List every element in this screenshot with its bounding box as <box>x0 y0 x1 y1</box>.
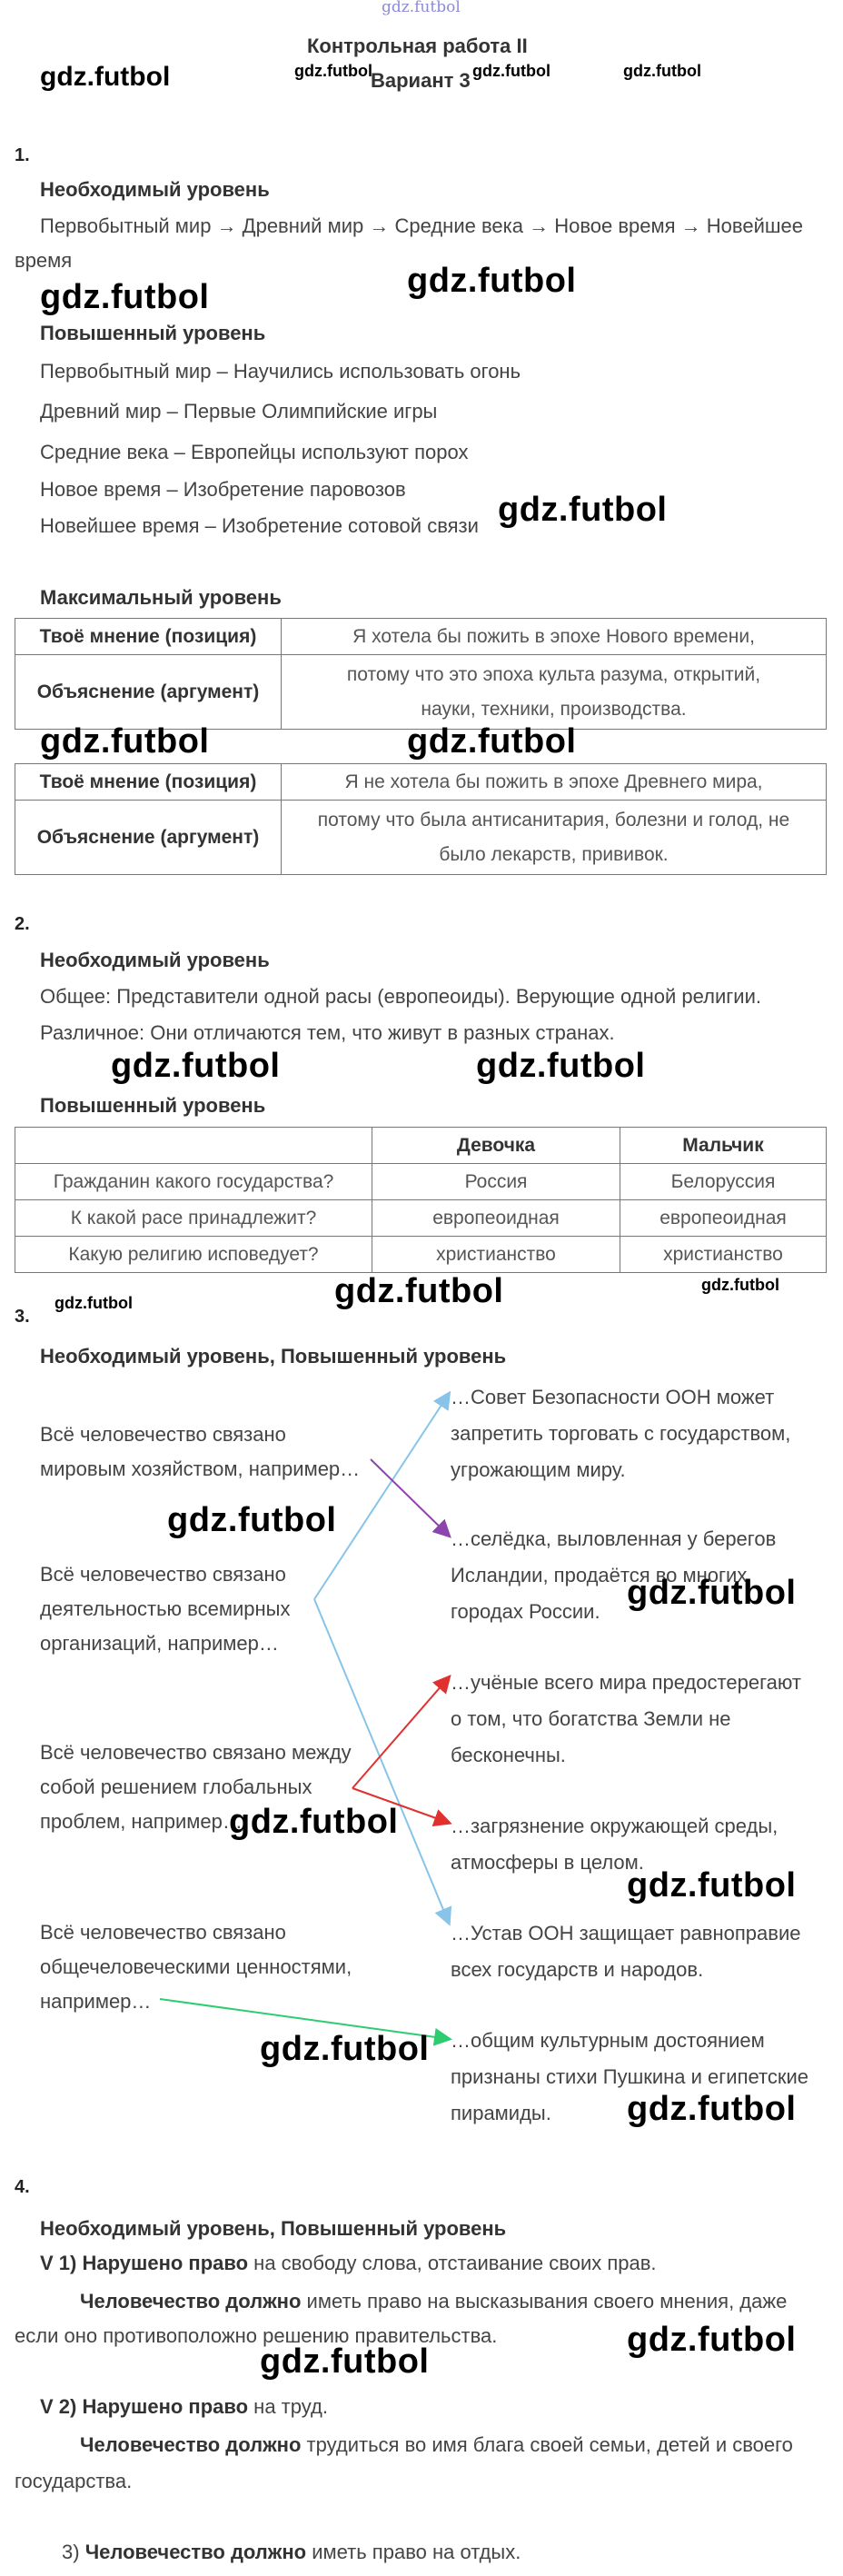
watermark: gdz.futbol <box>498 491 668 529</box>
watermark: gdz.futbol <box>476 1047 646 1085</box>
table-cell-line: было лекарств, прививок. <box>439 843 669 865</box>
task-number: 1. <box>15 145 30 165</box>
table-cell: христианство <box>372 1237 620 1273</box>
answer-line <box>40 2395 328 2419</box>
table-cell: Я хотела бы пожить в эпохе Нового времени, <box>282 619 827 655</box>
text-line: атмосферы в целом. <box>451 1851 644 1874</box>
list-item: Новейшее время – Изобретение сотовой связи <box>40 514 479 537</box>
list-item: Первобытный мир – Научились использовать огонь <box>40 360 521 383</box>
text-line: …учёные всего мира предостерегают <box>451 1671 801 1694</box>
task-number: 2. <box>15 914 30 934</box>
text-line: деятельностью всемирных <box>40 1597 291 1620</box>
watermark: gdz.futbol <box>167 1501 337 1539</box>
task-number: 3. <box>15 1307 30 1327</box>
text-fragment: трудиться во имя блага своей семьи, детей и своего <box>306 2433 793 2456</box>
text-line: признаны стихи Пушкина и египетские <box>451 2065 808 2088</box>
top-watermark: gdz.futbol <box>382 0 461 16</box>
table-cell: Гражданин какого государства? <box>15 1164 372 1200</box>
watermark: gdz.futbol <box>40 722 210 761</box>
text-line: …селёдка, выловленная у берегов <box>451 1527 777 1550</box>
text-line: Всё человечество связано между <box>40 1741 352 1764</box>
list-item: Древний мир – Первые Олимпийские игры <box>40 400 438 423</box>
body-text: Общее: Представители одной расы (европеоиды). Верующие одной религии. <box>40 985 761 1008</box>
watermark: gdz.futbol <box>701 1276 779 1294</box>
sequence-text: Первобытный мир → Древний мир → Средние века → Новое время → Новейшее <box>40 214 803 237</box>
answer-line <box>62 2541 521 2564</box>
item-number: 3) <box>62 2541 80 2563</box>
table-header: Девочка <box>372 1128 620 1164</box>
emphasis: Человечество должно <box>80 2433 302 2456</box>
watermark: gdz.futbol <box>294 62 372 80</box>
watermark: gdz.futbol <box>40 62 171 92</box>
watermark: gdz.futbol <box>627 1574 797 1612</box>
sequence-text: время <box>15 249 73 272</box>
table-header: Мальчик <box>620 1128 827 1164</box>
text-line: …Устав ООН защищает равноправие <box>451 1922 801 1944</box>
check-mark: V 1) <box>40 2252 77 2274</box>
table-cell: Белоруссия <box>620 1164 827 1200</box>
arrow-purple <box>371 1459 449 1536</box>
watermark: gdz.futbol <box>472 62 550 80</box>
emphasis: Нарушено право <box>82 2252 249 2274</box>
watermark: gdz.futbol <box>627 1866 797 1905</box>
text-line: запретить торговать с государством, <box>451 1422 791 1445</box>
watermark: gdz.futbol <box>229 1803 399 1841</box>
text-line: например… <box>40 1990 152 2013</box>
emphasis: Человечество должно <box>84 2541 307 2563</box>
answer-line <box>80 2433 793 2457</box>
text-line: Исландии, продаётся во многих <box>451 1564 748 1586</box>
watermark: gdz.futbol <box>627 2321 797 2359</box>
list-item: Средние века – Европейцы используют порох <box>40 441 469 463</box>
text-line: угрожающим миру. <box>451 1458 626 1481</box>
level-heading: Повышенный уровень <box>40 1094 266 1117</box>
table-cell: К какой расе принадлежит? <box>15 1200 372 1237</box>
level-heading: Максимальный уровень <box>40 586 282 609</box>
text-line: о том, что богатства Земли не <box>451 1707 731 1730</box>
text-line: бесконечны. <box>451 1744 566 1766</box>
text-line: Всё человечество связано <box>40 1921 286 1944</box>
watermark: gdz.futbol <box>627 2090 797 2128</box>
text-line: …загрязнение окружающей среды, <box>451 1815 779 1837</box>
watermark: gdz.futbol <box>623 62 701 80</box>
text-line: проблем, например… <box>40 1810 243 1833</box>
arrow-red-1 <box>352 1677 449 1788</box>
level-heading: Необходимый уровень <box>40 178 270 201</box>
answer-line: государства. <box>15 2470 133 2492</box>
watermark: gdz.futbol <box>260 2342 430 2381</box>
table-label: Объяснение (аргумент) <box>15 655 282 730</box>
watermark: gdz.futbol <box>407 262 577 300</box>
text-line: собой решением глобальных <box>40 1775 312 1798</box>
emphasis: Человечество должно <box>80 2290 302 2312</box>
body-text: Различное: Они отличаются тем, что живут в разных странах. <box>40 1021 615 1044</box>
table-cell: Россия <box>372 1164 620 1200</box>
answer-line <box>80 2290 787 2313</box>
table-cell-line: потому что была антисанитария, болезни и голод, не <box>317 809 790 830</box>
table-cell: европеоидная <box>372 1200 620 1237</box>
text-fragment: иметь право на отдых. <box>312 2541 521 2563</box>
table-cell-line: потому что это эпоха культа разума, открытий, <box>346 663 761 685</box>
text-line: Всё человечество связано <box>40 1563 286 1586</box>
table-label: Твоё мнение (позиция) <box>15 619 282 655</box>
text-fragment: на свободу слова, отстаивание своих прав. <box>253 2252 657 2274</box>
watermark: gdz.futbol <box>55 1294 133 1312</box>
emphasis: Нарушено право <box>82 2395 249 2418</box>
level-heading: Необходимый уровень, Повышенный уровень <box>40 1345 507 1368</box>
list-item: Новое время – Изобретение паровозов <box>40 478 406 501</box>
table-cell: христианство <box>620 1237 827 1273</box>
watermark: gdz.futbol <box>407 722 577 761</box>
text-fragment: на труд. <box>253 2395 328 2418</box>
level-heading: Повышенный уровень <box>40 322 266 344</box>
text-line: организаций, например… <box>40 1632 279 1655</box>
arrow-blue-2 <box>314 1599 449 1923</box>
watermark: gdz.futbol <box>334 1272 504 1310</box>
answer-line: если оно противоположно решению правительства. <box>15 2324 498 2347</box>
text-line: пирамиды. <box>451 2102 551 2124</box>
table-label: Твоё мнение (позиция) <box>15 764 282 801</box>
task-number: 4. <box>15 2177 30 2197</box>
table-cell: Какую религию исповедует? <box>15 1237 372 1273</box>
level-heading: Необходимый уровень, Повышенный уровень <box>40 2217 507 2240</box>
watermark: gdz.futbol <box>40 278 210 316</box>
variant-title: Вариант 3 <box>371 69 471 92</box>
answer-line <box>40 2252 657 2275</box>
level-heading: Необходимый уровень <box>40 949 270 971</box>
table-cell: европеоидная <box>620 1200 827 1237</box>
text-line: всех государств и народов. <box>451 1958 704 1981</box>
text-fragment: иметь право на высказывания своего мнения, даже <box>306 2290 788 2312</box>
text-line: городах России. <box>451 1600 600 1623</box>
page-title: Контрольная работа II <box>307 35 528 57</box>
text-line: …общим культурным достоянием <box>451 2029 765 2052</box>
text-line: …Совет Безопасности ООН может <box>451 1386 775 1408</box>
table-cell-line: науки, техники, производства. <box>421 698 687 720</box>
check-mark: V 2) <box>40 2395 77 2418</box>
table-cell: Я не хотела бы пожить в эпохе Древнего мира, <box>282 764 827 801</box>
text-line: общечеловеческими ценностями, <box>40 1955 352 1978</box>
watermark: gdz.futbol <box>260 2030 430 2068</box>
table-label: Объяснение (аргумент) <box>15 801 282 875</box>
watermark: gdz.futbol <box>111 1047 281 1085</box>
arrow-blue-1 <box>314 1394 449 1599</box>
text-line: мировым хозяйством, например… <box>40 1457 361 1480</box>
text-line: Всё человечество связано <box>40 1423 286 1446</box>
